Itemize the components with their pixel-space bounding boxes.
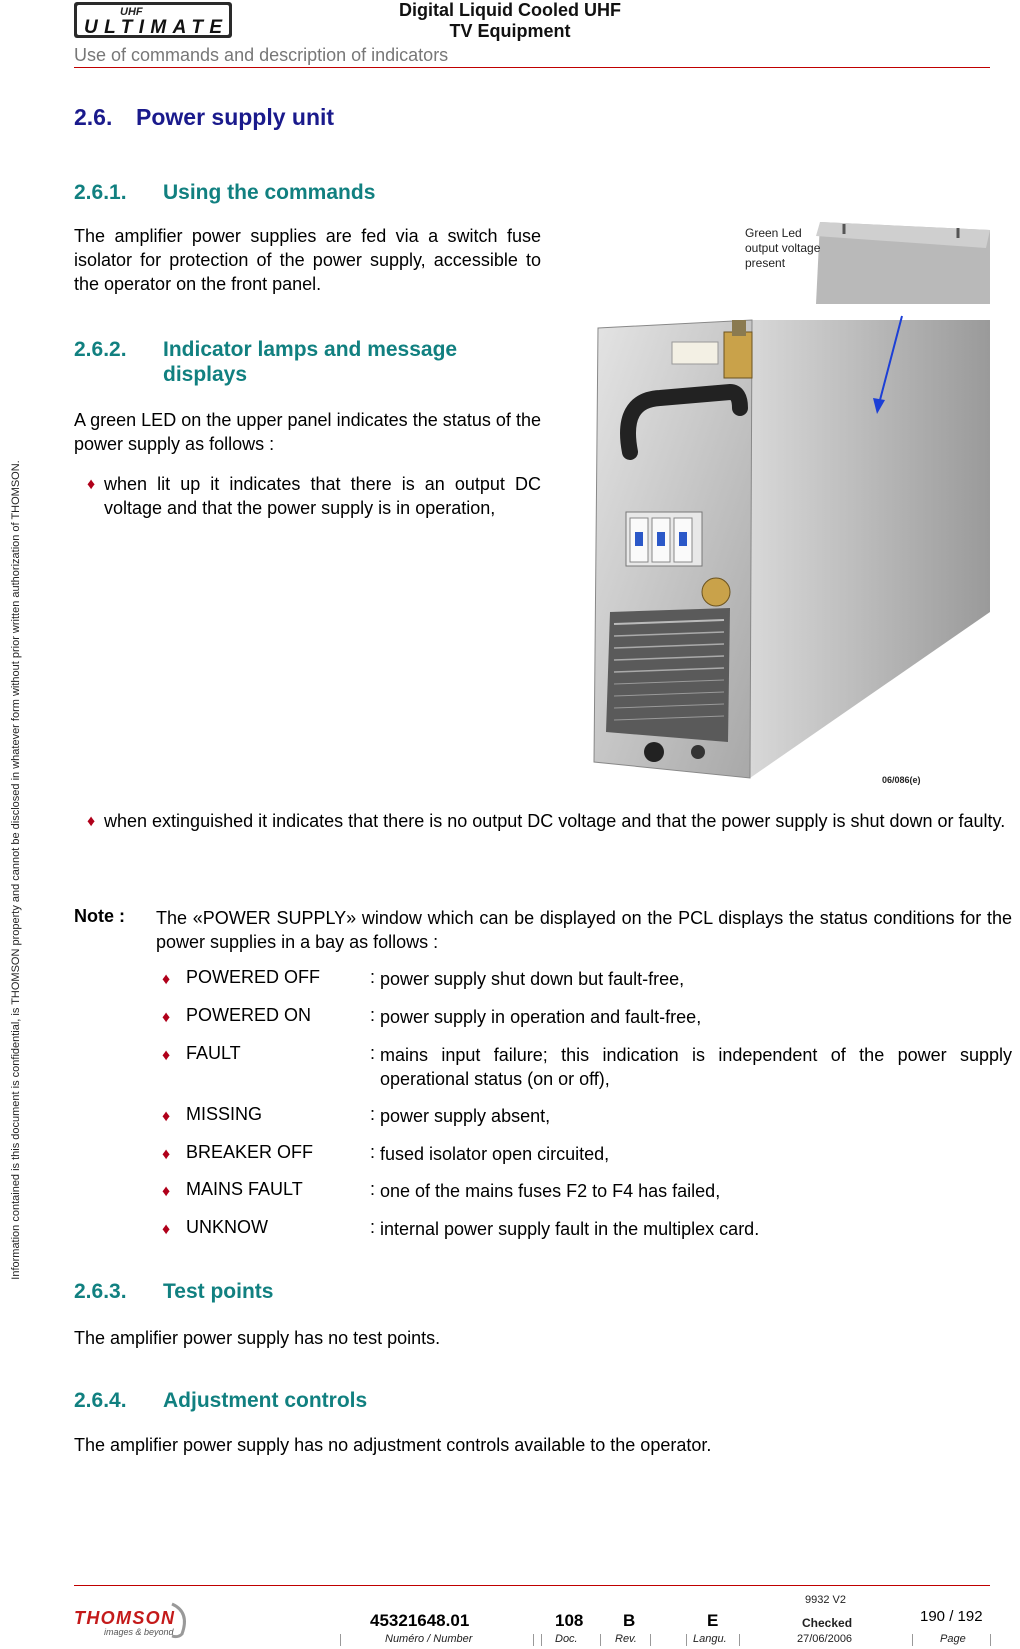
header-title-line1: Digital Liquid Cooled UHF	[399, 0, 621, 20]
status-label: BREAKER OFF	[186, 1142, 314, 1162]
diamond-bullet-icon: ♦	[162, 1108, 171, 1125]
subsection-heading-commands	[74, 181, 574, 209]
thomson-logo-text: THOMSON	[74, 1608, 174, 1628]
ultimate-logo	[74, 2, 232, 38]
callout-line3: present	[745, 256, 786, 270]
note-intro: The «POWER SUPPLY» window which can be displayed on the PCL displays the status conditions for the power supplies in a bay as follows :	[156, 908, 1012, 952]
status-label: MISSING	[186, 1104, 263, 1124]
subsection-number: 2.6.2.	[74, 338, 127, 361]
footer-date: 27/06/2006	[797, 1633, 853, 1645]
adjustment-paragraph: The amplifier power supply has no adjustment controls available to the operator.	[74, 1435, 712, 1455]
subsection-title-line2: displays	[163, 363, 248, 386]
indicator-bullet-lit: when lit up it indicates that there is an output DC voltage and that the power supply is in operation,	[104, 474, 541, 518]
subsection-title: Adjustment controls	[163, 1389, 368, 1412]
footer-label-number: Numéro / Number	[385, 1633, 473, 1645]
callout-line1: Green Led	[745, 226, 802, 240]
subsection-number: 2.6.4.	[74, 1389, 127, 1412]
footer-separator	[650, 1634, 651, 1646]
status-label: MAINS FAULT	[186, 1179, 303, 1199]
footer-version: 9932 V2	[805, 1594, 846, 1606]
note-label: Note :	[74, 906, 125, 926]
thomson-tagline: images & beyond	[104, 1627, 174, 1637]
status-description: power supply shut down but fault-free,	[380, 969, 685, 989]
footer-lang: E	[707, 1611, 719, 1630]
footer-separator	[533, 1634, 534, 1646]
footer-label-rev: Rev.	[615, 1633, 637, 1645]
photo-reference: 06/086(e)	[882, 775, 921, 785]
header-divider	[74, 67, 990, 68]
status-description: mains input failure; this indication is independent of the power supply operational status (on or off),	[380, 1045, 1012, 1089]
logo-ultimate-text: ULTIMATE	[84, 17, 222, 38]
subsection-title: Using the commands	[163, 181, 376, 204]
power-supply-photo	[590, 222, 990, 788]
footer-rev: B	[623, 1611, 636, 1630]
status-colon: :	[370, 1104, 376, 1124]
footer-separator	[340, 1634, 341, 1646]
section-title: Power supply unit	[136, 104, 335, 130]
test-points-paragraph: The amplifier power supply has no test points.	[74, 1328, 441, 1348]
diamond-bullet-icon: ♦	[162, 1221, 171, 1238]
status-description: fused isolator open circuited,	[380, 1144, 610, 1164]
status-colon: :	[370, 1043, 376, 1063]
footer-divider	[74, 1585, 990, 1586]
subsection-number: 2.6.3.	[74, 1280, 127, 1303]
footer-number: 45321648.01	[370, 1611, 470, 1630]
footer-label-page: Page	[940, 1633, 966, 1645]
status-colon: :	[370, 1217, 376, 1237]
section-number: 2.6.	[74, 104, 113, 130]
subsection-title-line1: Indicator lamps and message	[163, 338, 458, 361]
photo-callout-label	[745, 226, 845, 271]
subsection-heading-adjustment	[74, 1389, 574, 1417]
status-label: UNKNOW	[186, 1217, 268, 1237]
footer-separator	[990, 1634, 991, 1646]
status-description: one of the mains fuses F2 to F4 has failed,	[380, 1181, 721, 1201]
commands-paragraph: The amplifier power supplies are fed via a switch fuse isolator for protection of the power supply, accessible to the operator on the front panel.	[74, 226, 541, 294]
footer-page-count: 190 / 192	[920, 1608, 983, 1625]
status-colon: :	[370, 1005, 376, 1025]
indicator-bullet-extinguished: when extinguished it indicates that there is no output DC voltage and that the power supply is shut down or faulty.	[104, 811, 1006, 831]
footer-separator	[739, 1634, 740, 1646]
status-description: internal power supply fault in the multiplex card.	[380, 1219, 760, 1239]
diamond-bullet-icon: ♦	[162, 1009, 171, 1026]
subsection-title: Test points	[163, 1280, 274, 1303]
status-colon: :	[370, 1179, 376, 1199]
callout-line2: output voltage	[745, 241, 821, 255]
diamond-bullet-icon: ♦	[87, 476, 96, 493]
status-label: FAULT	[186, 1043, 241, 1063]
status-colon: :	[370, 1142, 376, 1162]
footer-checked: Checked	[802, 1616, 853, 1630]
footer-label-lang: Langu.	[693, 1633, 727, 1645]
diamond-bullet-icon: ♦	[162, 1183, 171, 1200]
diamond-bullet-icon: ♦	[162, 1047, 171, 1064]
header-title	[390, 0, 630, 42]
subsection-heading-indicators	[74, 337, 574, 393]
subsection-number: 2.6.1.	[74, 181, 127, 204]
footer-separator	[912, 1634, 913, 1646]
subsection-heading-test-points	[74, 1280, 574, 1308]
footer-separator	[600, 1634, 601, 1646]
header-title-line2: TV Equipment	[449, 21, 571, 41]
status-label: POWERED OFF	[186, 967, 320, 987]
diamond-bullet-icon: ♦	[162, 1146, 171, 1163]
status-description: power supply absent,	[380, 1106, 551, 1126]
indicators-paragraph: A green LED on the upper panel indicates the status of the power supply as follows :	[74, 410, 541, 454]
thomson-logo	[74, 1600, 194, 1640]
footer-separator	[541, 1634, 542, 1646]
logo-uhf-text: UHF	[120, 6, 143, 18]
footer-separator	[686, 1634, 687, 1646]
footer-label-doc: Doc.	[555, 1633, 578, 1645]
footer-doc: 108	[555, 1611, 584, 1630]
confidentiality-notice: Information contained is this document is confidential, is THOMSON property and cannot be disclosed in whatever form without prior written authorization of THOMSON.	[10, 460, 22, 1280]
status-description: power supply in operation and fault-free,	[380, 1007, 702, 1027]
header-subtitle: Use of commands and description of indicators	[74, 45, 449, 65]
section-heading	[74, 104, 674, 134]
diamond-bullet-icon: ♦	[87, 813, 96, 830]
diamond-bullet-icon: ♦	[162, 971, 171, 988]
status-colon: :	[370, 967, 376, 987]
status-label: POWERED ON	[186, 1005, 312, 1025]
